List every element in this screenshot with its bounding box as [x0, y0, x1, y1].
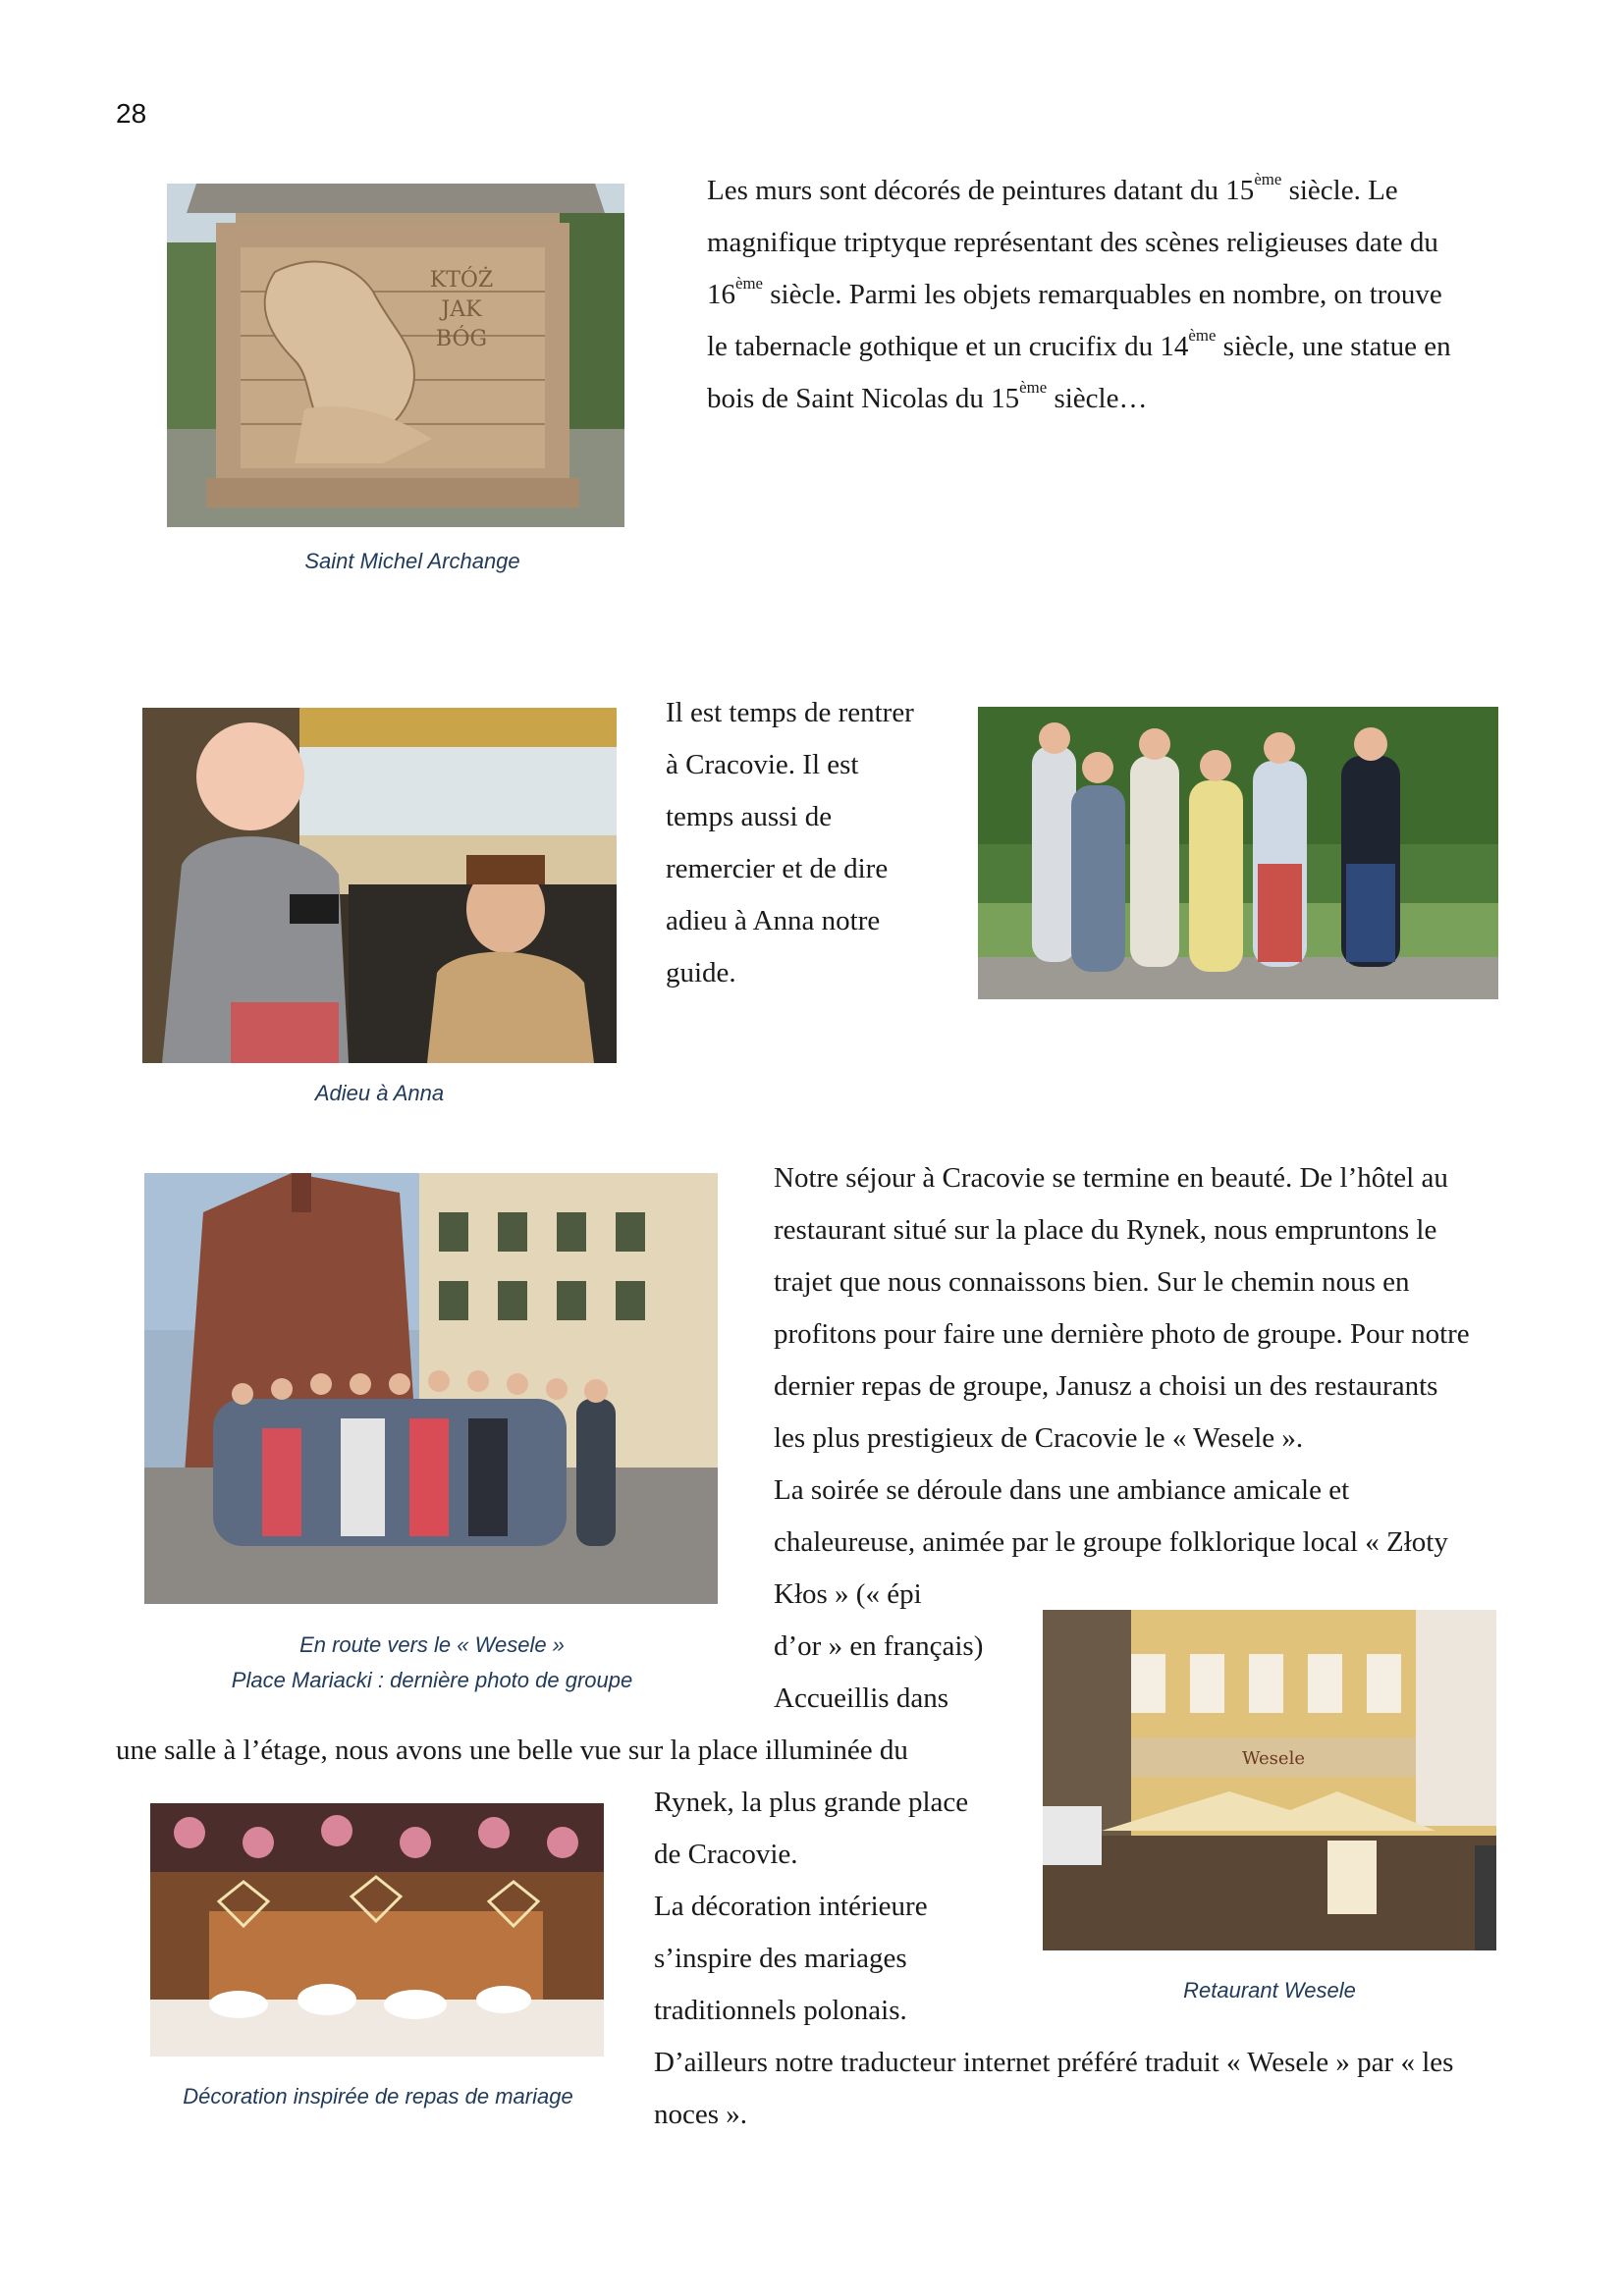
- saint-michel-photo: [167, 184, 624, 527]
- paragraph-murs-line2: magnifique triptyque représentant des scènes religieuses date du: [707, 227, 1438, 258]
- caption-group-2: Place Mariacki : dernière photo de groupe: [231, 1668, 633, 1692]
- paragraph-rynek-line: s’inspire des mariages: [654, 1943, 907, 1974]
- paragraph-traducteur-line: noces ».: [654, 2099, 748, 2130]
- paragraph-traducteur: [654, 2037, 1538, 2141]
- paragraph-sejour-line: profitons pour faire une dernière photo de groupe. Pour notre: [774, 1318, 1470, 1350]
- svg-text:JAK: JAK: [441, 297, 482, 322]
- caption-group-1: En route vers le « Wesele »: [299, 1632, 565, 1657]
- paragraph-rentrer: [666, 687, 970, 999]
- paragraph-sejour-line: Notre séjour à Cracovie se termine en beauté. De l’hôtel au: [774, 1162, 1448, 1194]
- paragraph-sejour-line: d’or » en français): [774, 1630, 984, 1662]
- paragraph-rentrer-line: adieu à Anna notre: [666, 905, 881, 936]
- paragraph-murs-line5: bois de Saint Nicolas du 15ème siècle…: [707, 377, 1148, 414]
- paragraph-sejour-line: les plus prestigieux de Cracovie le « Wesele ».: [774, 1422, 1304, 1454]
- paragraph-rentrer-line: remercier et de dire: [666, 853, 889, 884]
- paragraph-rynek-line: La décoration intérieure: [654, 1891, 928, 1922]
- paragraph-rynek: [654, 1777, 1037, 2037]
- restaurant-wesele-photo: [1043, 1610, 1496, 1950]
- paragraph-rentrer-line: à Cracovie. Il est: [666, 749, 859, 780]
- paragraph-salle-line: une salle à l’étage, nous avons une belle vue sur la place illuminée du: [116, 1735, 908, 1766]
- paragraph-sejour-line: Accueillis dans: [774, 1682, 948, 1714]
- caption-saint-michel: Saint Michel Archange: [304, 549, 520, 573]
- bus-farewell-photo: [142, 708, 617, 1063]
- paragraph-sejour-line: dernier repas de groupe, Janusz a choisi un des restaurants: [774, 1370, 1438, 1402]
- svg-text:BÓG: BÓG: [435, 327, 488, 351]
- decoration-photo: [150, 1803, 604, 2056]
- paragraph-sejour-line: trajet que nous connaissons bien. Sur le chemin nous en: [774, 1266, 1410, 1298]
- paragraph-murs: [707, 165, 1542, 425]
- paragraph-murs-line1: Les murs sont décorés de peintures datant du 15ème siècle. Le: [707, 169, 1398, 206]
- paragraph-murs-line3: 16ème siècle. Parmi les objets remarquables en nombre, on trouve: [707, 273, 1442, 310]
- paragraph-murs-line4: le tabernacle gothique et un crucifix du 14ème siècle, une statue en: [707, 325, 1451, 362]
- paragraph-rynek-line: Rynek, la plus grande place: [654, 1787, 969, 1818]
- svg-text:Wesele: Wesele: [1242, 1748, 1305, 1769]
- caption-restaurant: Retaurant Wesele: [1183, 1978, 1356, 2002]
- paragraph-sejour-line: La soirée se déroule dans une ambiance amicale et: [774, 1474, 1350, 1506]
- paragraph-sejour-line: Kłos » (« épi: [774, 1578, 922, 1610]
- paragraph-rentrer-line: guide.: [666, 957, 736, 988]
- paragraph-traducteur-line: D’ailleurs notre traducteur internet préféré traduit « Wesele » par « les: [654, 2047, 1454, 2078]
- group-mariacki-photo: [144, 1173, 718, 1604]
- paragraph-rentrer-line: Il est temps de rentrer: [666, 697, 914, 728]
- paragraph-rynek-line: traditionnels polonais.: [654, 1995, 907, 2026]
- paragraph-rynek-line: de Cracovie.: [654, 1839, 798, 1870]
- svg-text:KTÓŻ: KTÓŻ: [429, 268, 494, 293]
- paragraph-sejour-line: restaurant situé sur la place du Rynek, nous empruntons le: [774, 1214, 1437, 1246]
- group-park-photo: [978, 707, 1498, 999]
- caption-adieu-anna: Adieu à Anna: [314, 1081, 445, 1105]
- page-number: 28: [116, 98, 147, 129]
- caption-decoration: Décoration inspirée de repas de mariage: [183, 2084, 573, 2109]
- paragraph-sejour-line: chaleureuse, animée par le groupe folklorique local « Złoty: [774, 1526, 1448, 1558]
- paragraph-rentrer-line: temps aussi de: [666, 801, 833, 832]
